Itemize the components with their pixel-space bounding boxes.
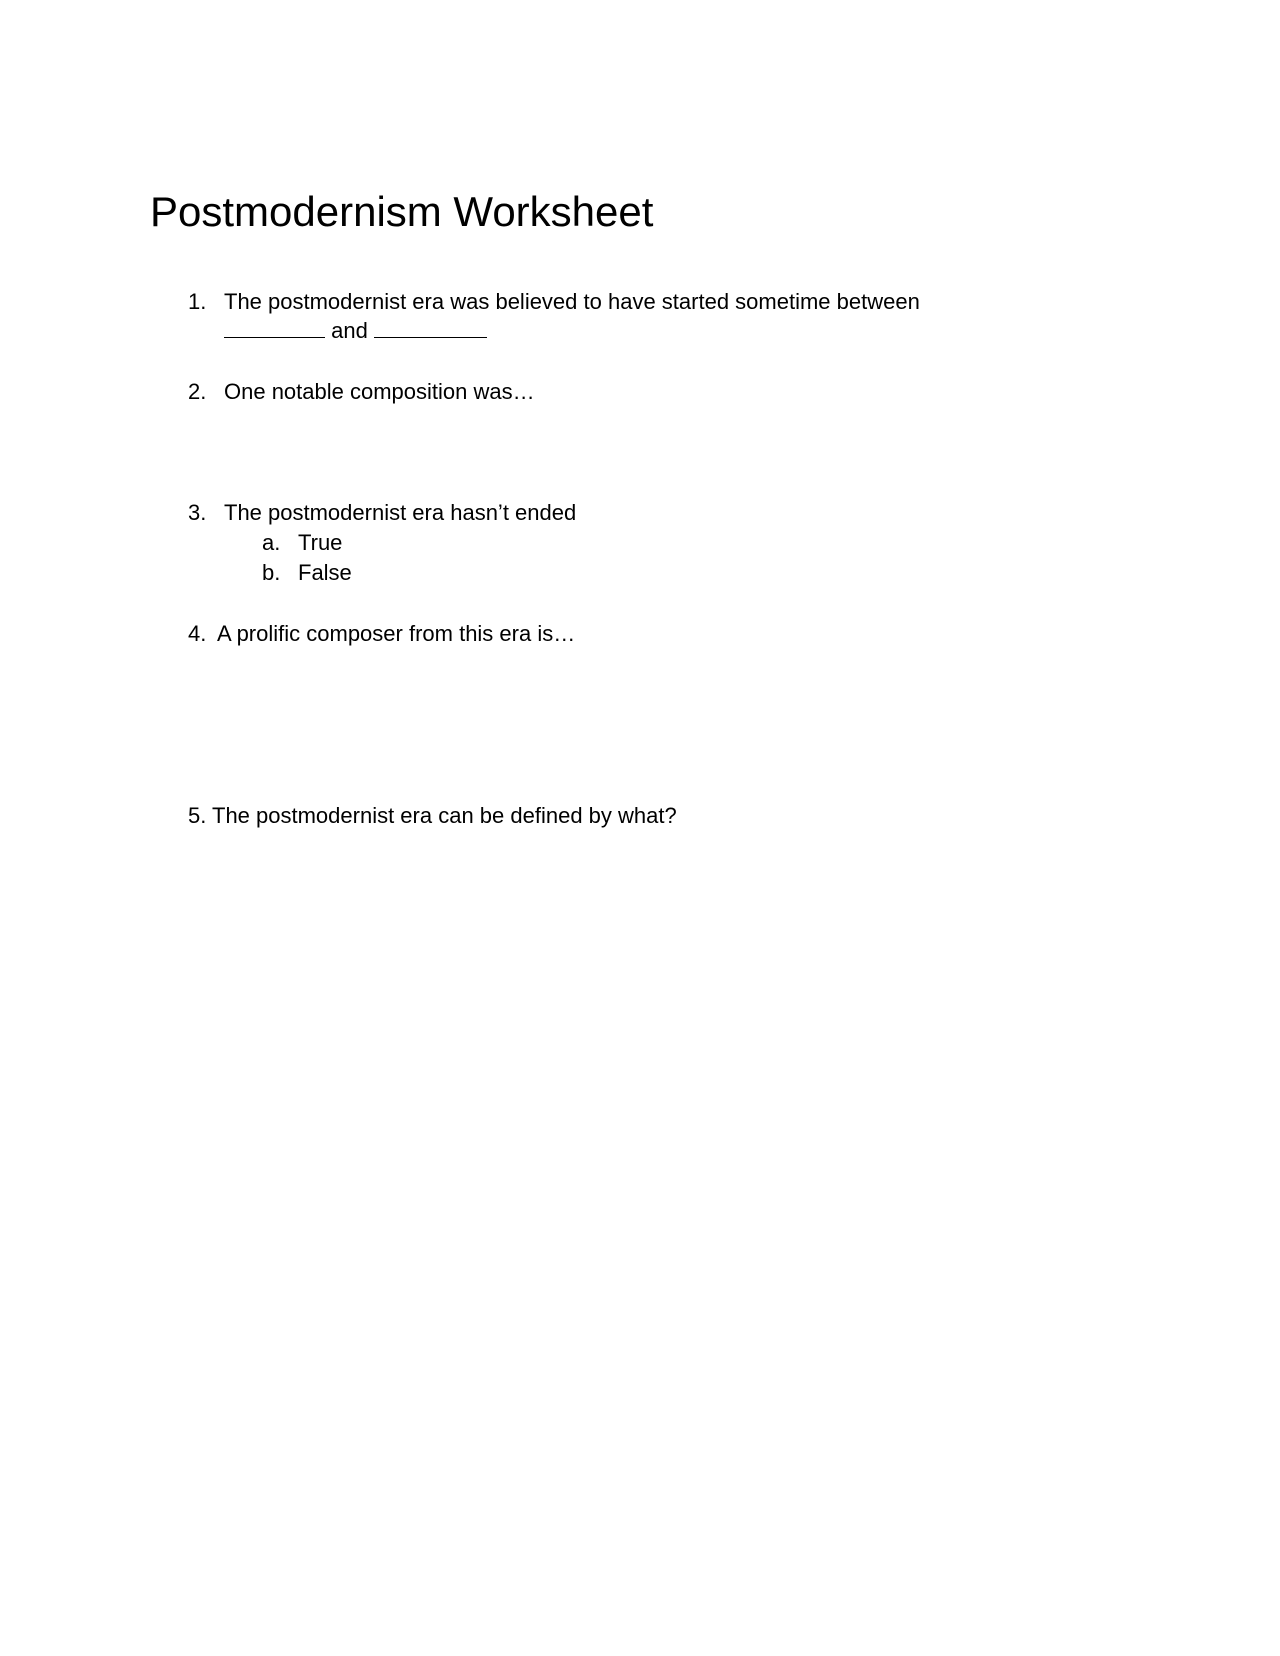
question-5-text: The postmodernist era can be defined by what?: [212, 803, 677, 828]
option-b-letter: b.: [262, 560, 281, 585]
question-1-text: The postmodernist era was believed to have started sometime between: [224, 289, 920, 314]
option-a-text: True: [298, 530, 343, 555]
question-3-number: 3.: [188, 500, 207, 525]
page-title: Postmodernism Worksheet: [150, 188, 654, 235]
question-2-text: One notable composition was…: [224, 379, 535, 404]
option-b-text: False: [298, 560, 352, 585]
blank-connector: and: [331, 318, 368, 343]
answer-blank-2[interactable]: [374, 317, 487, 338]
answer-blank-1[interactable]: [224, 317, 325, 338]
question-3-text: The postmodernist era hasn’t ended: [224, 500, 577, 525]
question-1-blanks: [224, 317, 487, 345]
question-1-number: 1.: [188, 289, 207, 314]
question-5-number: 5.: [188, 803, 207, 828]
question-4-number: 4.: [188, 621, 207, 646]
question-4-text: A prolific composer from this era is…: [217, 621, 576, 646]
question-2-number: 2.: [188, 379, 207, 404]
option-a-letter: a.: [262, 530, 281, 555]
